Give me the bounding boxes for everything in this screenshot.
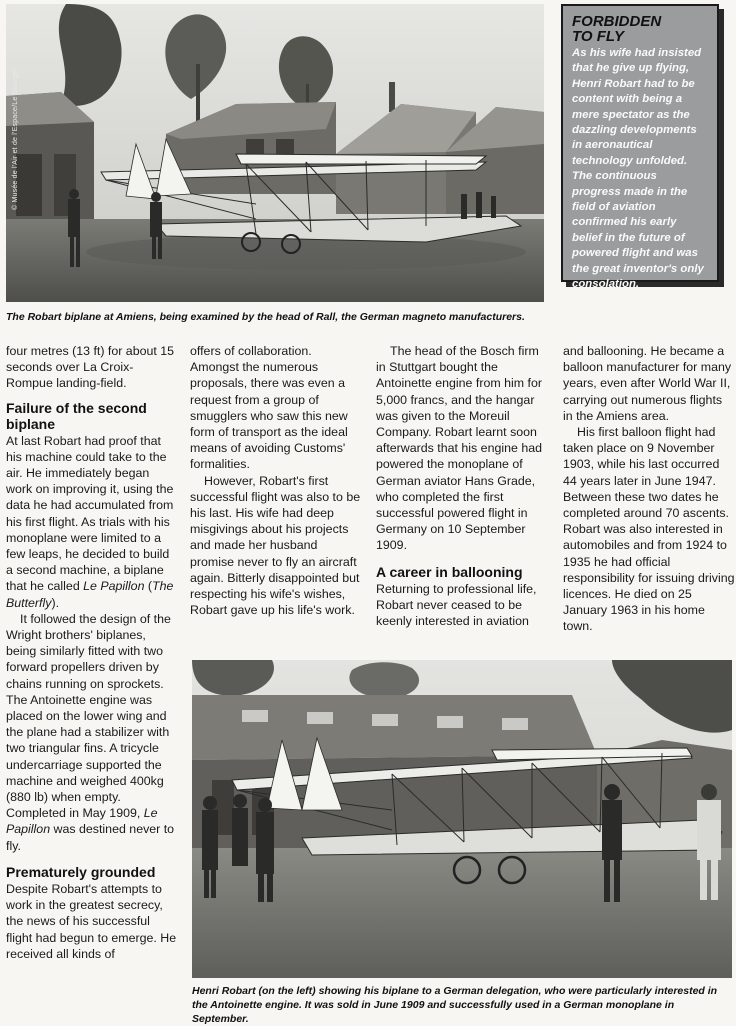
paragraph: Despite Robart's attempts to work in the greatest secrecy, the news of his successful flight had begun to emerge. He received all kinds of <box>6 881 177 961</box>
paragraph: offers of collaboration. Amongst the numerous proposals, there was even a request from a group of smugglers who saw this new form of transport as the ideal means of avoiding Customs' formalities. <box>190 344 348 472</box>
italic-title: The Butterfly <box>6 579 174 610</box>
text-run: ( <box>144 579 153 594</box>
robart-delegation-photo-image <box>192 660 732 978</box>
sidebar-box-forbidden-to-fly <box>561 4 719 291</box>
paragraph: four metres (13 ft) for about 15 seconds over La Croix-Rompue landing-field. <box>6 344 175 391</box>
article-column-2 <box>190 343 362 618</box>
paragraph: Returning to professional life, Robart never ceased to be keenly interested in aviation <box>376 581 537 629</box>
article-column-4 <box>563 343 735 635</box>
paragraph: and ballooning. He became a balloon manufacturer for many years, even after World War II, carrying out numerous flights in the Amiens area. <box>563 344 732 423</box>
paragraph: His first balloon flight had taken place on 9 November 1903, while his last occurred 44 years later in June 1947. Between these two dates he completed around 70 ascents. Robart was also interested in automobiles and from 1924 to 1935 he had official responsibility for issuing driving licences. He died on 25 January 1963 in his home town. <box>563 425 735 634</box>
paragraph: However, Robart's first successful flight was also to be his last. His wife had deep misgivings about his projects and made her husband promise never to fly an aircraft again. Bitterly disappointed but respecting his wife's wishes, Robart gave up his life's work. <box>190 473 361 618</box>
italic-title: Le Papillon <box>6 806 158 837</box>
sidebar-title-line1: FORBIDDEN <box>572 13 662 30</box>
biplane-photo-amiens-image <box>6 4 544 302</box>
photo-caption-top: The Robart biplane at Amiens, being examined by the head of Rall, the German magneto manufacturers. <box>6 311 525 323</box>
section-heading-grounded: Prematurely grounded <box>6 863 156 880</box>
robart-delegation-photo <box>192 660 732 978</box>
paragraph <box>6 611 178 854</box>
text-run: was destined never to fly. <box>6 822 175 853</box>
sidebar-title-line2: TO FLY <box>572 28 624 45</box>
sidebar-text: As his wife had insisted that he give up flying, Henri Robart had to be content with being a mere spectator as the dazzling developments in aeronautical technology unfolded. The continuous progress made in the field of aviation confirmed his early belief in the future of powered flight and was the great inventor's only consolation. <box>572 47 704 291</box>
section-heading-failure: Failure of the second biplane <box>6 399 147 432</box>
photo-credit: © Musée de l'Air et de l'Espace/Le Bourget <box>12 68 19 210</box>
paragraph <box>6 433 178 611</box>
sidebar-title <box>572 14 708 44</box>
text-run: At last Robart had proof that his machine could take to the air. He immediately began work on improving it, using the data he had accumulated from his first flight. As trials with his monoplane were limited to a few leaps, he decided to build a second machine, a biplane that he called <box>6 433 174 594</box>
photo-caption-bottom: Henri Robart (on the left) showing his biplane to a German delegation, who were particularly interested in the Antoinette engine. It was sold in June 1909 and successfully used in a German monoplane in September. <box>192 985 718 1025</box>
section-heading-ballooning: A career in ballooning <box>376 563 523 580</box>
italic-title: Le Papillon <box>83 579 145 594</box>
text-run: ). <box>51 595 60 610</box>
paragraph: The head of the Bosch firm in Stuttgart bought the Antoinette engine from him for 5,000 francs, and the hangar was given to the Moreuil Company. Robart learnt soon afterwards that his engine had powered the monoplane of German aviator Hans Grade, who completed the first successful powered flight in Germany on 10 September 1909. <box>376 344 543 553</box>
biplane-photo-amiens <box>6 4 544 302</box>
article-column-1 <box>6 343 178 962</box>
article-column-3 <box>376 343 551 629</box>
text-run: It followed the design of the Wright brothers' biplanes, being similarly fitted with two forward propellers driven by chains running on sprockets. The Antoinette engine was placed on the lower wing and the plane had a stabilizer with two triangular fins. A tricycle undercarriage supported the machine and weighed 400kg (880 lb) when empty. Completed in May 1909, <box>6 611 171 821</box>
